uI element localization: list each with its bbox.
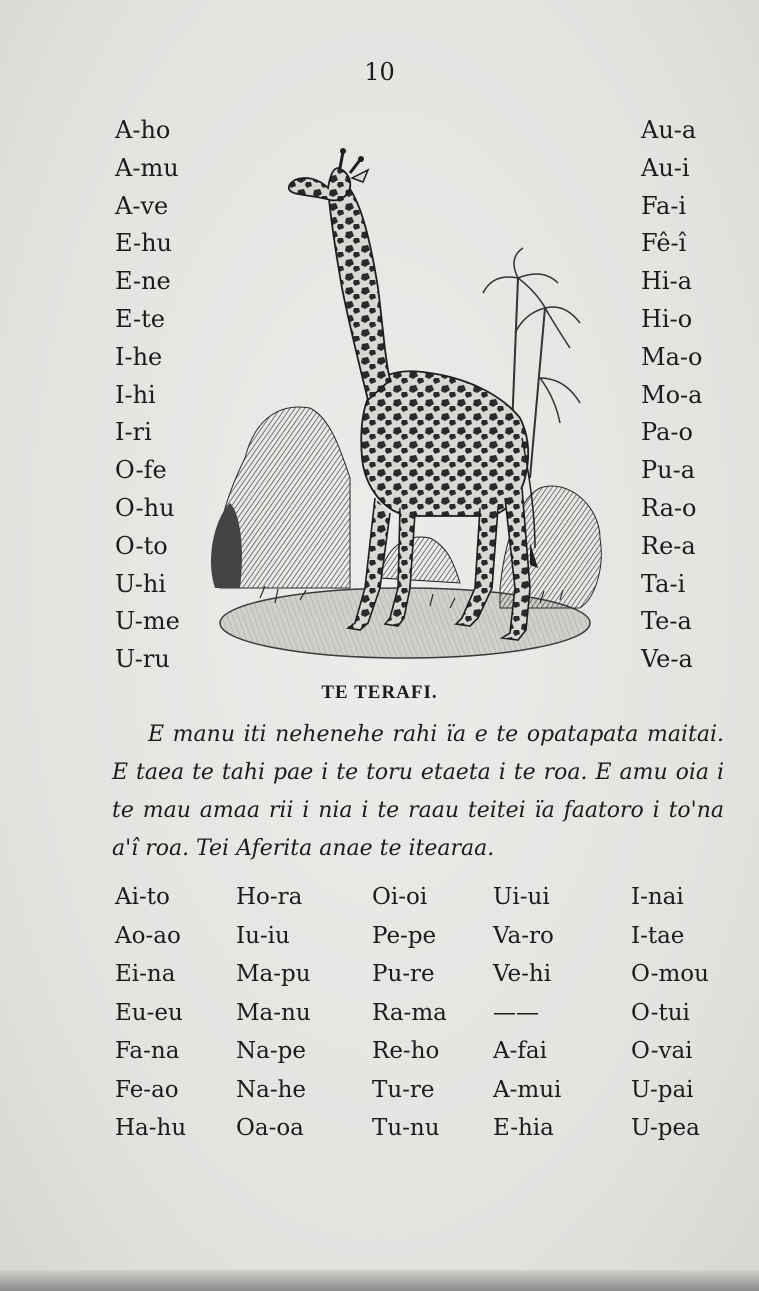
syllable: Hi-o	[641, 304, 693, 333]
syllable: Re-a	[641, 531, 696, 560]
table-cell: Na-pe	[236, 1038, 306, 1065]
syllable: Te-a	[641, 607, 692, 636]
syllable: Fa-i	[641, 191, 687, 220]
syllable: I-ri	[115, 418, 152, 447]
table-row	[115, 994, 721, 1033]
table-cell: Fe-ao	[115, 1076, 179, 1103]
table-cell: Ai-to	[115, 884, 170, 911]
table-cell: E-hia	[493, 1115, 554, 1142]
table-cell: O-tui	[631, 999, 690, 1026]
table-cell: O-mou	[631, 961, 709, 988]
syllable: U-hi	[115, 569, 167, 598]
table-cell: Ha-hu	[115, 1115, 187, 1142]
page-number: 10	[364, 58, 395, 86]
syllable: A-ho	[115, 116, 171, 144]
syllable: Fê-î	[641, 229, 687, 258]
table-cell: I-tae	[631, 922, 685, 949]
paragraph-text: E manu iti nehenehe rahi ïa e te opatapata maitai. E taea te tahi pae i te toru etaeta i te roa. E amu oia i te mau amaa rii i nia i te raau teitei ïa faatoro i to'na a'î roa. Tei Aferita anae te itearaa.	[112, 722, 724, 861]
table-cell: Na-he	[236, 1076, 307, 1103]
table-row	[115, 917, 721, 956]
syllable: Ta-i	[641, 569, 686, 598]
table-cell: O-vai	[631, 1038, 693, 1065]
syllable: Au-a	[641, 116, 697, 144]
table-cell: Ui-ui	[493, 884, 550, 911]
syllable: Ma-o	[641, 342, 703, 371]
syllable: E-ne	[115, 267, 171, 296]
table-cell: A-fai	[493, 1038, 547, 1065]
syllable: I-hi	[115, 380, 156, 409]
syllable: U-me	[115, 607, 180, 636]
table-cell: Ra-ma	[372, 999, 447, 1026]
table-cell: U-pai	[631, 1076, 694, 1103]
table-cell: Ei-na	[115, 961, 176, 988]
table-row	[115, 1109, 721, 1148]
syllable: E-hu	[115, 229, 172, 258]
table-cell: Fa-na	[115, 1038, 180, 1065]
table-cell: Ho-ra	[236, 884, 303, 911]
table-cell: Ma-pu	[236, 961, 311, 988]
table-cell: Iu-iu	[236, 922, 290, 949]
syllable: O-to	[115, 531, 168, 560]
giraffe-engraving	[200, 118, 620, 673]
syllable: I-he	[115, 342, 163, 371]
syllable: Ra-o	[641, 493, 697, 522]
syllable: Mo-a	[641, 380, 703, 409]
table-cell: Ao-ao	[115, 922, 181, 949]
syllable: Au-i	[641, 153, 690, 182]
table-cell: ——	[493, 999, 539, 1026]
syllable-table-body	[115, 878, 721, 1148]
syllable: E-te	[115, 304, 165, 333]
table-cell: Eu-eu	[115, 999, 183, 1026]
table-row	[115, 1032, 721, 1071]
table-cell: Va-ro	[493, 922, 554, 949]
syllable: O-fe	[115, 456, 167, 485]
syllable-table	[115, 878, 721, 1148]
table-cell: Pu-re	[372, 961, 435, 988]
table-cell: Pe-pe	[372, 922, 437, 949]
left-syllable-column	[115, 112, 180, 679]
page-bottom-edge	[0, 1270, 759, 1291]
right-syllable-column	[641, 112, 702, 679]
description-paragraph	[112, 716, 724, 868]
table-cell: U-pea	[631, 1115, 700, 1142]
syllable: Pa-o	[641, 418, 693, 447]
table-row	[115, 955, 721, 994]
syllable: A-ve	[115, 191, 169, 220]
table-cell: Ma-nu	[236, 999, 311, 1026]
table-cell: Oi-oi	[372, 884, 428, 911]
syllable: Pu-a	[641, 456, 696, 485]
syllable: Hi-a	[641, 267, 693, 296]
syllable: O-hu	[115, 493, 175, 522]
table-cell: Re-ho	[372, 1038, 440, 1065]
syllable: Ve-a	[641, 645, 693, 674]
table-cell: Ve-hi	[493, 961, 552, 988]
syllable: U-ru	[115, 645, 170, 674]
table-cell: Tu-nu	[372, 1115, 440, 1142]
figure-caption: TE TERAFI.	[321, 682, 438, 703]
table-cell: Oa-oa	[236, 1115, 304, 1142]
table-cell: Tu-re	[372, 1076, 435, 1103]
table-cell: I-nai	[631, 884, 684, 911]
syllable: A-mu	[115, 153, 179, 182]
table-row	[115, 1071, 721, 1110]
table-row	[115, 878, 721, 917]
table-cell: A-mui	[493, 1076, 562, 1103]
